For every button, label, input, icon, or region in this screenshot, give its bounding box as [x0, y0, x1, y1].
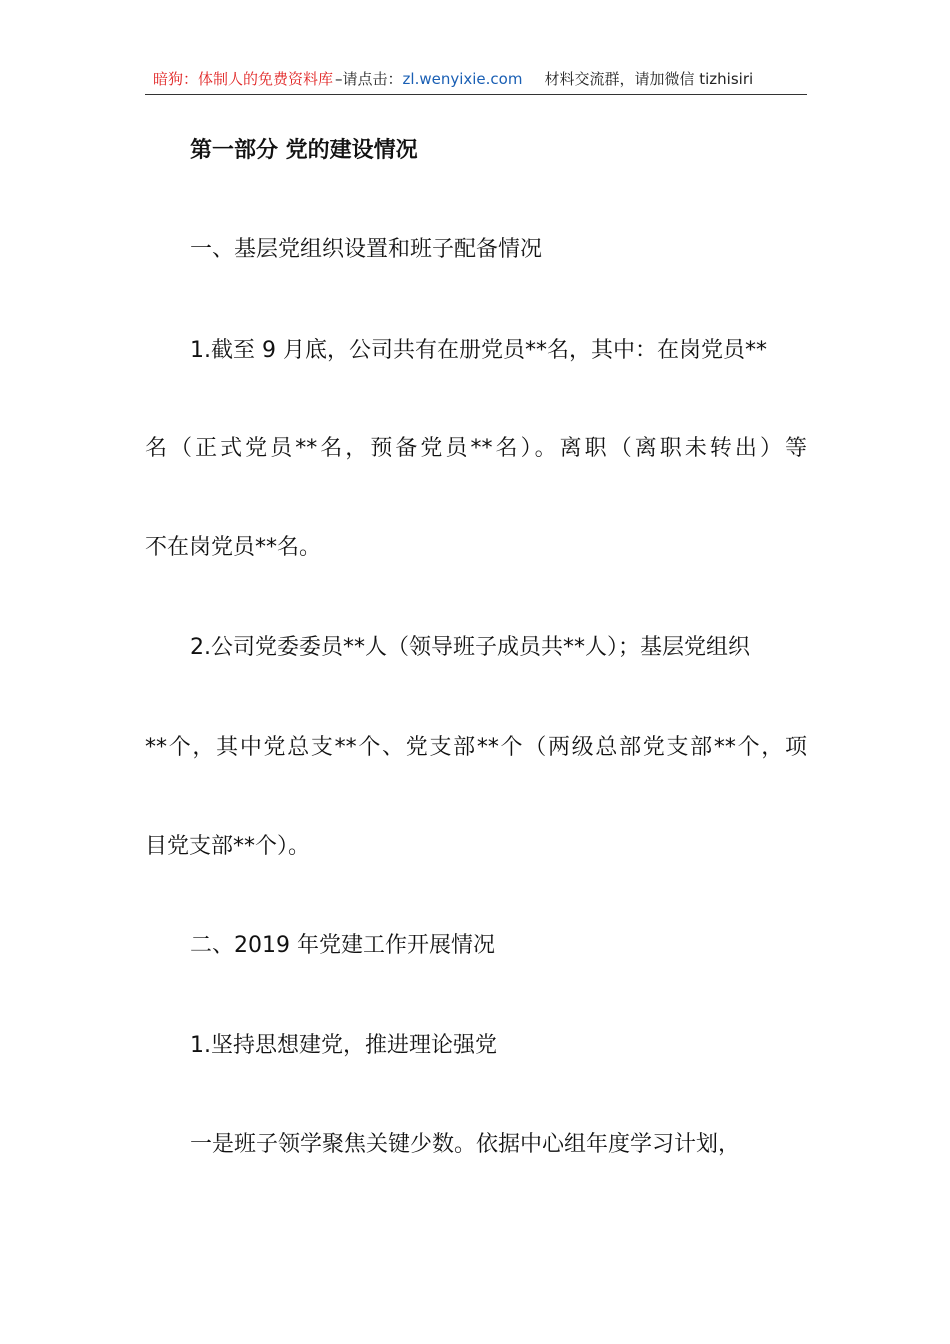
paragraph-1-line-1: 1.截至 9 月底，公司共有在册党员**名，其中：在岗党员** [190, 338, 767, 363]
header-wechat-group-text: 材料交流群，请加微信 tizhisiri [544, 70, 754, 88]
paragraph-2-line-2: **个，其中党总支**个、党支部**个（两级总部党支部**个，项 [145, 735, 807, 760]
header-brand-text: 暗狗：体制人的免费资料库 [153, 70, 334, 88]
subheading-1: 1.坚持思想建党，推进理论强党 [190, 1033, 497, 1058]
paragraph-3-line-1: 一是班子领学聚焦关键少数。依据中心组年度学习计划， [190, 1132, 741, 1157]
section-heading-1: 一、基层党组织设置和班子配备情况 [190, 237, 543, 262]
section-heading-2: 二、2019 年党建工作开展情况 [190, 933, 495, 958]
page-header [145, 68, 807, 95]
part-title: 第一部分 党的建设情况 [190, 138, 418, 163]
paragraph-1-line-3: 不在岗党员**名。 [145, 535, 322, 560]
paragraph-2-line-1: 2.公司党委委员**人（领导班子成员共**人）；基层党组织 [190, 635, 750, 660]
paragraph-2-line-3: 目党支部**个）。 [145, 834, 311, 859]
header-website-link[interactable]: zl.wenyixie.com [402, 70, 523, 88]
header-link-prefix: –请点击： [335, 70, 403, 88]
paragraph-1-line-2: 名（正式党员**名，预备党员**名）。离职（离职未转出）等 [145, 436, 807, 461]
